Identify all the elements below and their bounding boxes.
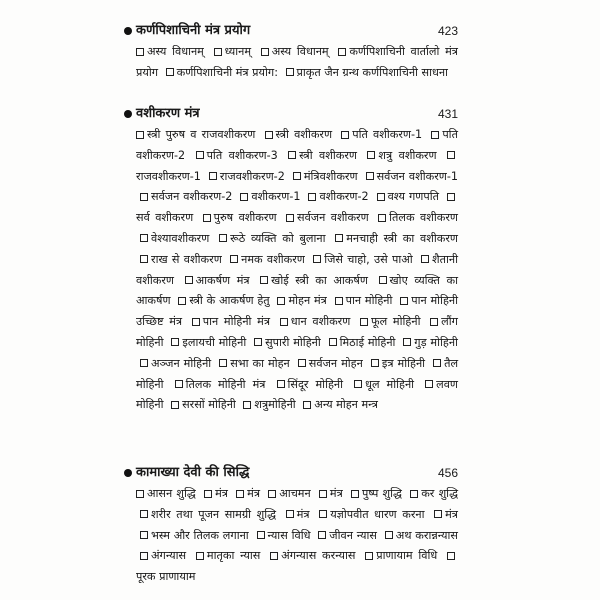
checkbox-square-icon [204, 490, 212, 498]
toc-entry-label: स्त्री पुरुष व राजवशीकरण [147, 128, 256, 141]
checkbox-square-icon [288, 151, 296, 159]
checkbox-square-icon [270, 552, 278, 560]
checkbox-square-icon [257, 531, 265, 539]
toc-entry-label: शत्रुमोहिनी [254, 398, 296, 412]
checkbox-square-icon [367, 151, 375, 159]
checkbox-square-icon [209, 172, 217, 180]
toc-entry [136, 529, 249, 542]
checkbox-square-icon [178, 297, 186, 305]
section-header [136, 103, 458, 125]
toc-entry-label: प्राणायाम विधि [376, 549, 438, 563]
toc-entry [374, 211, 458, 224]
toc-entry [367, 357, 425, 370]
toc-entry-label: धान वशीकरण [290, 315, 351, 329]
toc-entry [136, 487, 196, 500]
section-page-number: 431 [437, 107, 458, 121]
toc-entry-label: प्राकृत जैन ग्रन्थ कर्णपिशाचिनी साधना [296, 65, 448, 79]
toc-section-karnapishachini [136, 20, 458, 84]
toc-entry [136, 45, 204, 58]
toc-entry-label: अंगन्यास करन्यास [281, 549, 356, 563]
toc-entry-label: स्त्री वशीकरण [275, 128, 333, 141]
toc-entry [289, 170, 358, 183]
toc-entry-label: वशीकरण-2 [319, 190, 369, 204]
checkbox-square-icon [298, 359, 306, 367]
toc-entry-label: वश्य गणपति [387, 190, 440, 204]
toc-entry-label: सर्वजन वशीकरण-1 [376, 169, 459, 183]
checkbox-square-icon [136, 490, 144, 498]
toc-entry-label: शत्रु वशीकरण [378, 148, 437, 162]
toc-entry-label: सभा का मोहन [230, 356, 290, 370]
toc-entry-label: मंत्र [247, 487, 261, 500]
checkbox-square-icon [371, 359, 379, 367]
toc-entry-label: मंत्र [296, 507, 310, 521]
toc-entry-label: तिलक वशीकरण [389, 211, 458, 225]
toc-section-vashikaran [136, 103, 458, 416]
toc-entry [337, 128, 422, 141]
toc-entry-label: पान मोहिनी मंत्र [202, 315, 270, 329]
toc-entry-label: धूल मोहिनी [365, 377, 415, 391]
toc-entry-label: राजवशीकरण-1 [136, 169, 201, 183]
toc-entry-label: अस्य विधानम् [147, 45, 204, 58]
checkbox-square-icon [433, 359, 441, 367]
toc-entry [215, 357, 290, 370]
toc-entry [136, 508, 276, 521]
toc-entry [373, 190, 439, 203]
section-header [136, 462, 458, 484]
toc-entry [361, 549, 437, 562]
checkbox-square-icon [140, 234, 148, 242]
toc-entry [210, 45, 252, 58]
checkbox-square-icon [260, 276, 268, 284]
toc-entry [356, 315, 420, 328]
toc-entry-label: इत्र मोहिनी [381, 356, 426, 370]
checkbox-square-icon [434, 510, 442, 518]
toc-entry [136, 357, 211, 370]
checkbox-square-icon [265, 131, 273, 139]
toc-entry-label: सिंदूर मोहिनी [287, 377, 344, 391]
toc-entry-label: नमक वशीकरण [241, 252, 305, 266]
checkbox-square-icon [354, 380, 362, 388]
toc-entry [136, 549, 186, 562]
toc-entry-label: लौंग मोहिनी [136, 315, 458, 349]
toc-entry-label: जिसे चाहो, उसे पाओ [324, 252, 413, 266]
checkbox-square-icon [286, 68, 294, 76]
checkbox-square-icon [140, 531, 148, 539]
toc-entry-label: रूठे व्यक्ति को बुलाना [230, 231, 326, 245]
checkbox-square-icon [378, 214, 386, 222]
toc-entry [315, 487, 343, 500]
checkbox-square-icon [447, 193, 455, 201]
checkbox-square-icon [192, 318, 200, 326]
toc-entry-label: सर्वजन वशीकरण [297, 211, 369, 225]
checkbox-square-icon [329, 338, 337, 346]
checkbox-square-icon [286, 510, 294, 518]
checkbox-square-icon [140, 552, 148, 560]
toc-entry-label: मंत्र [445, 507, 458, 521]
toc-entry [347, 487, 402, 500]
toc-entry-label: आकर्षण मंत्र [195, 273, 250, 287]
toc-entry-label: मिठाई मोहिनी [339, 335, 396, 349]
toc-entry [226, 253, 305, 266]
checkbox-square-icon [366, 172, 374, 180]
checkbox-square-icon [403, 338, 411, 346]
bullet-icon [124, 469, 132, 477]
toc-entry [284, 149, 357, 162]
checkbox-square-icon [140, 193, 148, 201]
toc-entry-label: पुष्प शुद्धि [362, 487, 402, 500]
toc-entry [174, 294, 269, 307]
toc-entry-label: खोए व्यक्ति का आकर्षण [136, 273, 458, 308]
toc-entry-label: फूल मोहिनी [371, 315, 421, 329]
toc-entry-label: तिलक मोहिनी मंत्र [185, 377, 266, 391]
toc-entry-label: सरसों मोहिनी [182, 398, 236, 412]
toc-entry-label: आचमन [279, 487, 311, 500]
toc-entry [261, 128, 333, 141]
checkbox-square-icon [219, 359, 227, 367]
checkbox-square-icon [254, 338, 262, 346]
checkbox-square-icon [425, 380, 433, 388]
checkbox-square-icon [286, 214, 294, 222]
checkbox-square-icon [360, 318, 368, 326]
bullet-icon [124, 110, 132, 118]
checkbox-square-icon [385, 531, 393, 539]
toc-entry [350, 378, 414, 391]
checkbox-square-icon [166, 68, 174, 76]
toc-entry [199, 211, 277, 224]
checkbox-square-icon [240, 193, 248, 201]
bullet-icon [124, 27, 132, 35]
checkbox-square-icon [365, 552, 373, 560]
toc-entry [294, 357, 363, 370]
toc-entry [192, 149, 278, 162]
checkbox-square-icon [303, 401, 311, 409]
toc-entry-label: शैतानी वशीकरण [136, 252, 458, 287]
toc-entry [325, 336, 396, 349]
checkbox-square-icon [319, 510, 327, 518]
toc-entry-label: कर्णपिशाचिनी वार्तालो मंत्र प्रयोग [136, 45, 458, 79]
toc-entry [276, 315, 351, 328]
toc-entry-label: सुपारी मोहिनी [265, 335, 321, 349]
checkbox-square-icon [308, 193, 316, 201]
toc-entry-label: राख से वशीकरण [151, 252, 222, 266]
checkbox-square-icon [335, 297, 343, 305]
toc-entry [232, 487, 260, 500]
toc-entry [257, 45, 329, 58]
section-items [136, 42, 458, 84]
checkbox-square-icon [196, 552, 204, 560]
checkbox-square-icon [421, 255, 429, 263]
checkbox-square-icon [335, 234, 343, 242]
toc-entry [304, 190, 368, 203]
section-title: वशीकरण मंत्र [136, 106, 200, 121]
toc-entry [282, 66, 448, 79]
toc-entry-label: अथ करान्नन्यास [395, 528, 458, 542]
toc-entry [181, 274, 250, 287]
toc-entry-label: अञ्जन मोहिनी [151, 356, 212, 370]
toc-entry [215, 232, 325, 245]
checkbox-square-icon [230, 255, 238, 263]
toc-entry-label: पति वशीकरण-3 [206, 148, 278, 162]
toc-entry-label: राजवशीकरण-2 [219, 169, 285, 183]
checkbox-square-icon [175, 380, 183, 388]
checkbox-square-icon [219, 234, 227, 242]
checkbox-square-icon [338, 48, 346, 56]
toc-entry-label: जीवन न्यास [329, 528, 377, 542]
checkbox-square-icon [280, 318, 288, 326]
toc-entry-label: मोहन मंत्र [288, 294, 327, 308]
toc-entry [266, 549, 355, 562]
checkbox-square-icon [277, 297, 285, 305]
toc-entry-label: मातृका न्यास [206, 549, 261, 563]
toc-entry-label: भस्म और तिलक लगाना [151, 528, 249, 542]
toc-entry [167, 398, 236, 411]
checkbox-square-icon [236, 490, 244, 498]
toc-entry [200, 487, 228, 500]
toc-entry [309, 253, 412, 266]
toc-entry-label: सर्वजन मोहन [308, 356, 363, 370]
toc-entry-label: अंगन्यास [151, 549, 187, 563]
toc-entry [315, 508, 424, 521]
toc-entry [430, 508, 458, 521]
toc-entry-label: खोई स्त्री का आकर्षण [271, 273, 368, 287]
toc-entry-label: पति वशीकरण-2 [136, 128, 458, 162]
checkbox-square-icon [140, 510, 148, 518]
toc-entry-label: पति वशीकरण-1 [352, 128, 423, 141]
toc-entry [171, 378, 266, 391]
checkbox-square-icon [171, 338, 179, 346]
section-items [136, 125, 458, 416]
toc-entry-label: गुड़ मोहिनी [414, 335, 458, 349]
toc-entry [331, 294, 393, 307]
checkbox-square-icon [293, 172, 301, 180]
toc-entry-label: सर्व वशीकरण [136, 211, 194, 225]
toc-entry [192, 549, 260, 562]
toc-entry [363, 149, 436, 162]
toc-entry-label: मंत्र [215, 487, 228, 500]
checkbox-square-icon [319, 490, 327, 498]
toc-entry [264, 487, 310, 500]
toc-entry [282, 211, 369, 224]
toc-entry-label: लवण मोहिनी [136, 377, 459, 412]
toc-entry-label: अस्य विधानम् [271, 45, 329, 58]
toc-entry [136, 190, 232, 203]
toc-entry-label: मंत्र [329, 487, 343, 500]
toc-entry-label: तैल मोहिनी [136, 356, 459, 391]
toc-entry [167, 336, 246, 349]
toc-entry [299, 398, 378, 411]
toc-entry-label: आसन शुद्धि [147, 487, 196, 500]
toc-entry [362, 170, 458, 183]
checkbox-square-icon [261, 48, 269, 56]
toc-entry [273, 294, 326, 307]
toc-entry-label: वेश्यावशीकरण [151, 231, 210, 245]
toc-entry [253, 529, 311, 542]
checkbox-square-icon [268, 490, 276, 498]
checkbox-square-icon [243, 401, 251, 409]
section-items [136, 484, 458, 588]
toc-entry [406, 487, 458, 500]
toc-entry-label: स्त्री वशीकरण [299, 148, 357, 162]
toc-entry-label: कर्णपिशाचिनी मंत्र प्रयोग: [176, 65, 278, 79]
toc-entry-label: ध्यानम् [224, 45, 252, 58]
toc-entry-label: सर्वजन वशीकरण-2 [151, 190, 233, 204]
checkbox-square-icon [430, 318, 438, 326]
checkbox-square-icon [214, 48, 222, 56]
toc-entry [273, 378, 344, 391]
checkbox-square-icon [377, 193, 385, 201]
toc-entry-label: अन्य मोहन मन्त्र [314, 398, 378, 412]
toc-entry-label: मनचाही स्त्री का वशीकरण [346, 231, 458, 245]
toc-entry-label: पान मोहिनी [345, 294, 393, 308]
checkbox-square-icon [447, 552, 455, 560]
checkbox-square-icon [277, 380, 285, 388]
toc-entry [331, 232, 458, 245]
toc-entry-label: स्त्री के आकर्षण हेतु [189, 294, 270, 308]
toc-section-kamakhya [136, 462, 458, 588]
checkbox-square-icon [313, 255, 321, 263]
toc-entry [188, 315, 270, 328]
toc-entry [205, 170, 285, 183]
checkbox-square-icon [431, 131, 439, 139]
checkbox-square-icon [140, 255, 148, 263]
toc-entry [250, 336, 321, 349]
checkbox-square-icon [203, 214, 211, 222]
toc-entry [136, 232, 209, 245]
checkbox-square-icon [447, 151, 455, 159]
toc-entry [236, 190, 300, 203]
toc-entry-label: पुरुष वशीकरण [213, 211, 277, 225]
checkbox-square-icon [318, 531, 326, 539]
checkbox-square-icon [351, 490, 359, 498]
toc-entry [136, 128, 255, 141]
checkbox-square-icon [171, 401, 179, 409]
toc-entry-label: न्यास विधि [267, 528, 311, 542]
section-page-number: 456 [437, 466, 458, 480]
section-page-number: 423 [437, 24, 458, 38]
checkbox-square-icon [341, 131, 349, 139]
toc-entry [162, 66, 278, 79]
toc-entry [314, 529, 377, 542]
checkbox-square-icon [185, 276, 193, 284]
checkbox-square-icon [196, 151, 204, 159]
toc-entry-label: कर शुद्धि [421, 487, 459, 500]
checkbox-square-icon [136, 48, 144, 56]
toc-entry-label: मंत्रिवशीकरण [303, 169, 358, 183]
checkbox-square-icon [379, 276, 387, 284]
toc-entry-label: पान मोहिनी उच्छिष्ट मंत्र [136, 294, 458, 329]
toc-entry [239, 398, 295, 411]
checkbox-square-icon [410, 490, 418, 498]
toc-entry-label: वशीकरण-1 [251, 190, 301, 204]
section-title: कामाख्या देवी की सिद्धि [136, 465, 250, 480]
toc-entry [282, 508, 310, 521]
toc-entry-label: पूरक प्राणायाम [136, 570, 196, 584]
checkbox-square-icon [136, 131, 144, 139]
toc-entry-label: इलायची मोहिनी [182, 335, 247, 349]
toc-entry [136, 253, 222, 266]
section-header [136, 20, 458, 42]
checkbox-square-icon [140, 359, 148, 367]
toc-entry [381, 529, 458, 542]
checkbox-square-icon [400, 297, 408, 305]
toc-entry-label: शरीर तथा पूजन सामग्री शुद्धि [151, 507, 277, 521]
section-title: कर्णपिशाचिनी मंत्र प्रयोग [136, 23, 251, 38]
toc-entry-label: यज्ञोपवीत धारण करना [330, 507, 425, 521]
toc-entry [256, 274, 368, 287]
toc-entry [399, 336, 458, 349]
